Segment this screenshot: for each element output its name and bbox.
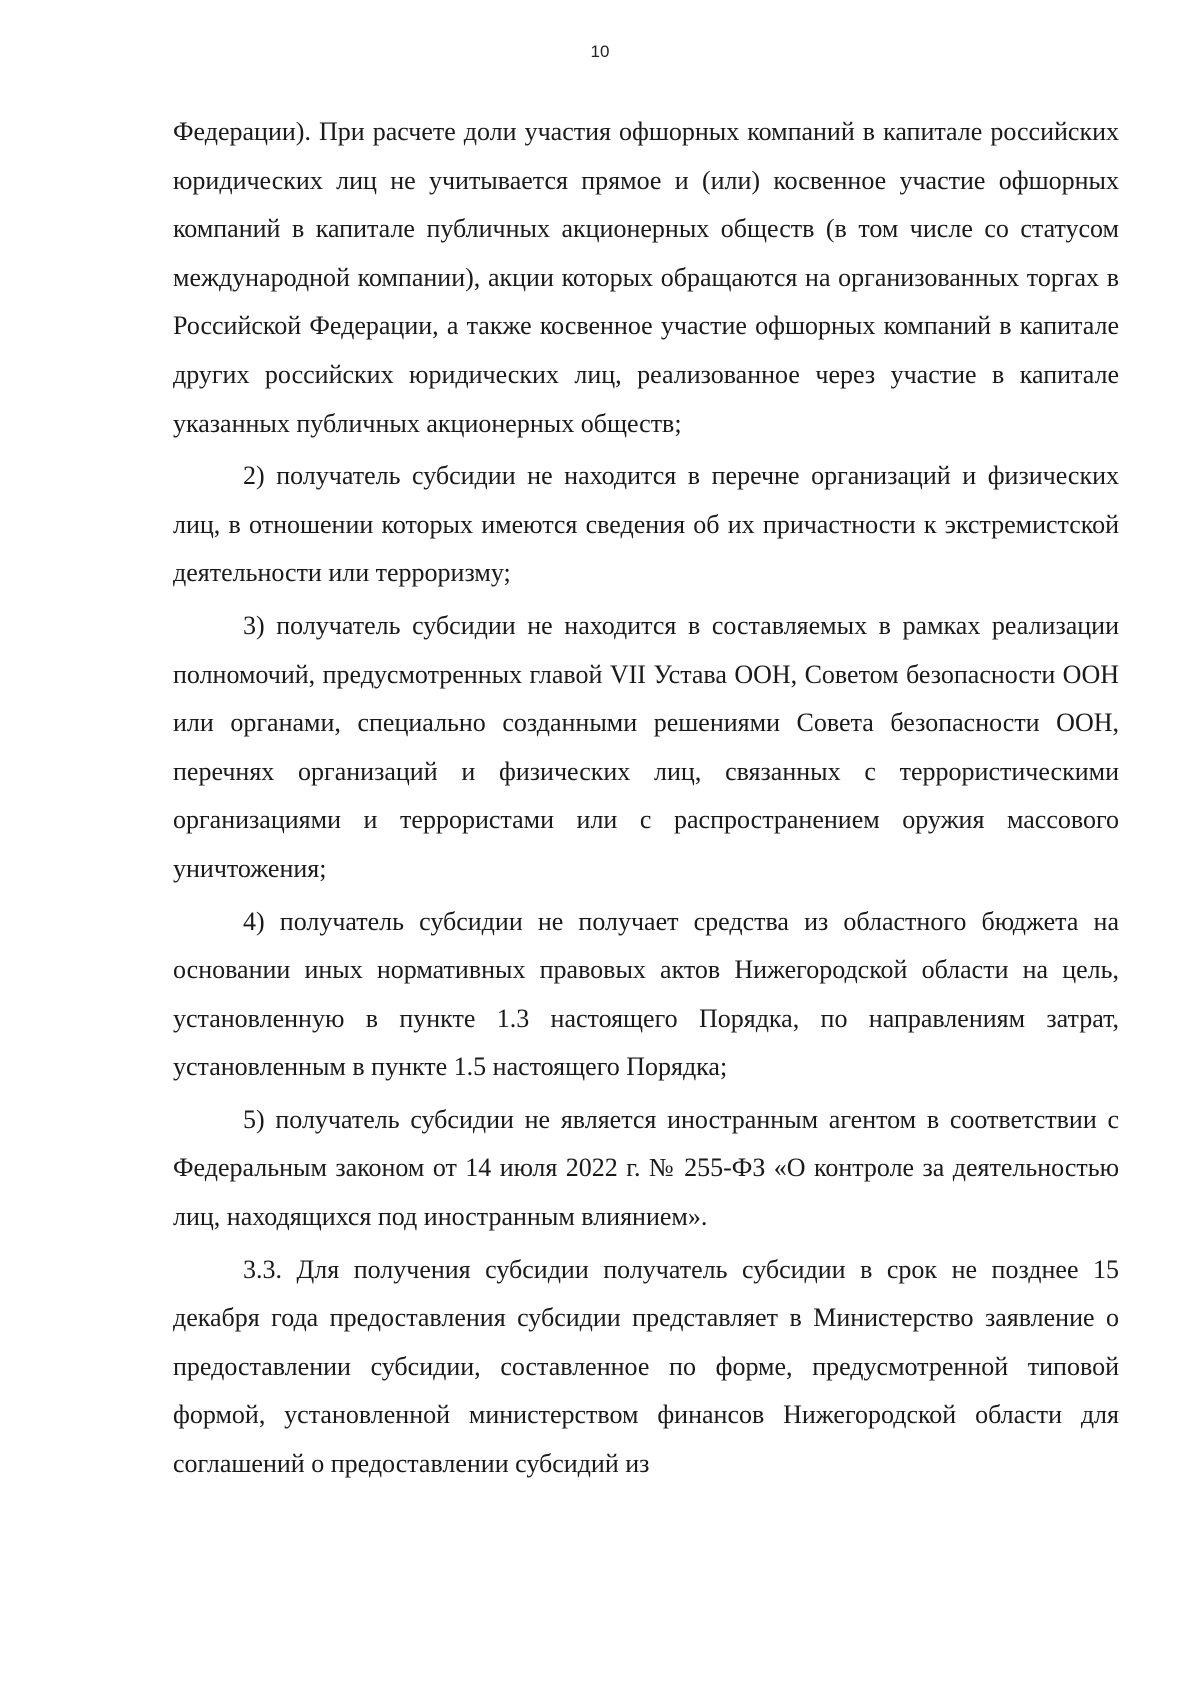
document-body <box>173 108 1119 1489</box>
paragraph-item-4: 4) получатель субсидии не получает средства из областного бюджета на основании иных нормативных правовых актов Нижегородской области на цель, установленную в пункте 1.3 настоящего Порядка, по направлениям затрат, установленным в пункте 1.5 настоящего Порядка; <box>173 906 1119 1082</box>
page-number: 10 <box>590 42 610 61</box>
paragraph-item-3: 3) получатель субсидии не находится в составляемых в рамках реализации полномочий, предусмотренных главой VII Устава ООН, Советом безопасности ООН или органами, специально созданными решениями Совета безопасности ООН, перечнях организаций и физических лиц, связанных с террористическими организациями и террористами или с распространением оружия массового уничтожения; <box>173 610 1119 883</box>
paragraph-section-3-3: 3.3. Для получения субсидии получатель субсидии в срок не позднее 15 декабря года предоставления субсидии представляет в Министерство заявление о предоставлении субсидии, составленное по форме, предусмотренной типовой формой, установленной министерством финансов Нижегородской области для соглашений о предоставлении субсидий из <box>173 1254 1119 1479</box>
paragraph-item-5: 5) получатель субсидии не является иностранным агентом в соответствии с Федеральным законом от 14 июля 2022 г. № 255-ФЗ «О контроле за деятельностью лиц, находящихся под иностранным влиянием». <box>173 1104 1119 1232</box>
paragraph-continuation: Федерации). При расчете доли участия офшорных компаний в капитале российских юридических лиц не учитывается прямое и (или) косвенное участие офшорных компаний в капитале публичных акционерных обществ (в том числе со статусом международной компании), акции которых обращаются на организованных торгах в Российской Федерации, а также косвенное участие офшорных компаний в капитале других российских юридических лиц, реализованное через участие в капитале указанных публичных акционерных обществ; <box>173 117 1119 438</box>
paragraph-item-2: 2) получатель субсидии не находится в перечне организаций и физических лиц, в отношении которых имеются сведения об их причастности к экстремистской деятельности или терроризму; <box>173 461 1119 588</box>
